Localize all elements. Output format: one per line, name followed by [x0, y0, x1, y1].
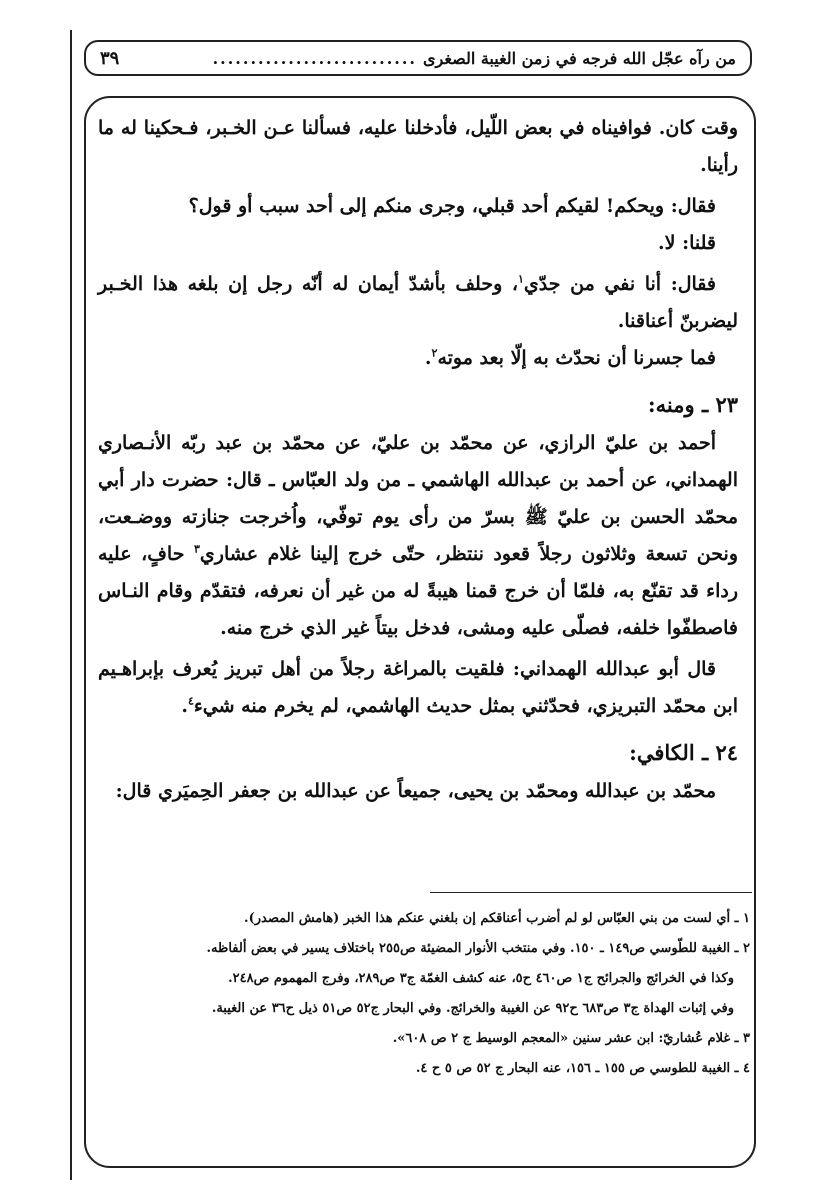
paragraph-1: وقت كان. فوافيناه في بعض اللّيل، فأدخلنا عليه، فسألنا عـن الخـبر، فـحكينا له ما رأينا. — [98, 117, 738, 176]
paragraph-4-rest: ، وحلف بأشدّ أيمان له أنّه رجل إن بلغه هذا الخـبر ليضربنّ أعناقنا. — [98, 273, 738, 332]
paragraph-8: محمّد بن عبدالله ومحمّد بن يحيى، جميعاً عن عبدالله بن جعفر الحِميَري قال: — [115, 780, 716, 802]
footnote-ref-4: ٤ — [187, 694, 194, 708]
paragraph-6-text: أحمد بن عليّ الرازي، عن محمّد بن عليّ، عن محمّد بن عبد ربّه الأنـصاري الهمداني، عن أحمد بن عبدالله الهاشمي ـ من ولد العبّاس ـ قال: حضرت دار أبي محمّد الحسن بن عليّ ﷺ بسرّ من رأى يوم توفّي، واُخرجت جنازته ووضـعت، ونحن تسعة وثلاثون رجلاً قعود ننتظر، حتّى خرج إلينا غلام عشاري — [98, 432, 738, 565]
paragraph-7 — [98, 651, 738, 725]
paragraph-5 — [98, 340, 738, 377]
heading-23: ٢٣ ـ ومنه: — [647, 392, 738, 417]
leader-dots: ........................... — [212, 48, 417, 68]
running-header — [84, 40, 752, 76]
paragraph-4 — [98, 266, 738, 340]
paragraph-7-end: . — [181, 695, 188, 717]
paragraph-5-end: . — [424, 347, 432, 369]
footnote-ref-1: ١ — [518, 272, 524, 286]
paragraph-5-text: فما جسرنا أن نحدّث به إلّا بعد موته — [437, 347, 716, 369]
footnote-2-continued-2: وفي إثبات الهداة ج٣ ص٦٨٣ ح٩٢ عن الغيبة والخرائج. وفي البحار ج٥٢ ص٥١ ذيل ح٣٦ عن الغيبة. — [211, 1001, 734, 1016]
paragraph-6-rest: حافٍ، عليه رداء قد تقنّع به، فلمّا أن خرج قمنا هيبةً له من غير أن نعرفه، فتقدّم وقام النـاس فاصطفّوا خلفه، فصلّى عليه ومشى، فدخل بيتاً غير الذي خرج منه. — [98, 543, 738, 639]
main-text — [98, 110, 738, 810]
footnote-ref-3: ٣ — [194, 542, 200, 556]
paragraph-7-text: قال أبو عبدالله الهمداني: فلقيت بالمراغة رجلاً من أهل تبريز يُعرف بإبراهـيم ابن محمّد التبريزي، فحدّثني بمثل حديث الهاشمي، لم يخرم منه شيء — [98, 658, 738, 717]
footnote-2-continued: وكذا في الخرائج والجرائح ج١ ص٤٦٠ ح٥، عنه كشف الغمّة ج٣ ص٢٨٩، وفرج المهموم ص٢٤٨. — [228, 971, 734, 986]
paragraph-2: فقال: ويحكم! لقيكم أحد قبلي، وجرى منكم إلى أحد سبب أو قول؟ — [188, 195, 716, 217]
footnote-1: ١ ـ أي لست من بني العبّاس لو لم أضرب أعناقكم إن بلغني عنكم هذا الخبر (هامش المصدر). — [244, 911, 750, 926]
heading-24: ٢٤ ـ الكافي: — [629, 740, 738, 765]
footnotes — [98, 904, 750, 1084]
footnote-3: ٣ ـ غلام عُشاريّ: ابن عشر سنين «المعجم الوسيط ج ٢ ص ٦٠٨». — [392, 1031, 750, 1046]
paragraph-3: قلنا: لا. — [658, 232, 716, 254]
page-number: ٣٩ — [100, 47, 120, 69]
footnote-ref-2: ٢ — [431, 346, 438, 360]
footnote-2: ٢ ـ الغيبة للطّوسي ص١٤٩ ـ ١٥٠. وفي منتخب الأنوار المضيئة ص٢٥٥ باختلاف يسير في بعض ألفاظه. — [206, 941, 750, 956]
paragraph-6 — [98, 425, 738, 647]
footnote-4: ٤ ـ الغيبة للطوسي ص ١٥٥ ـ ١٥٦، عنه البحار ج ٥٢ ص ٥ ح ٤. — [415, 1061, 750, 1076]
paragraph-4-text: فقال: أنا نفي من جدّي — [523, 273, 716, 295]
running-title: من رآه عجّل الله فرجه في زمن الغيبة الصغرى — [423, 48, 736, 68]
margin-rule — [70, 30, 72, 1180]
footnote-rule — [430, 892, 752, 893]
